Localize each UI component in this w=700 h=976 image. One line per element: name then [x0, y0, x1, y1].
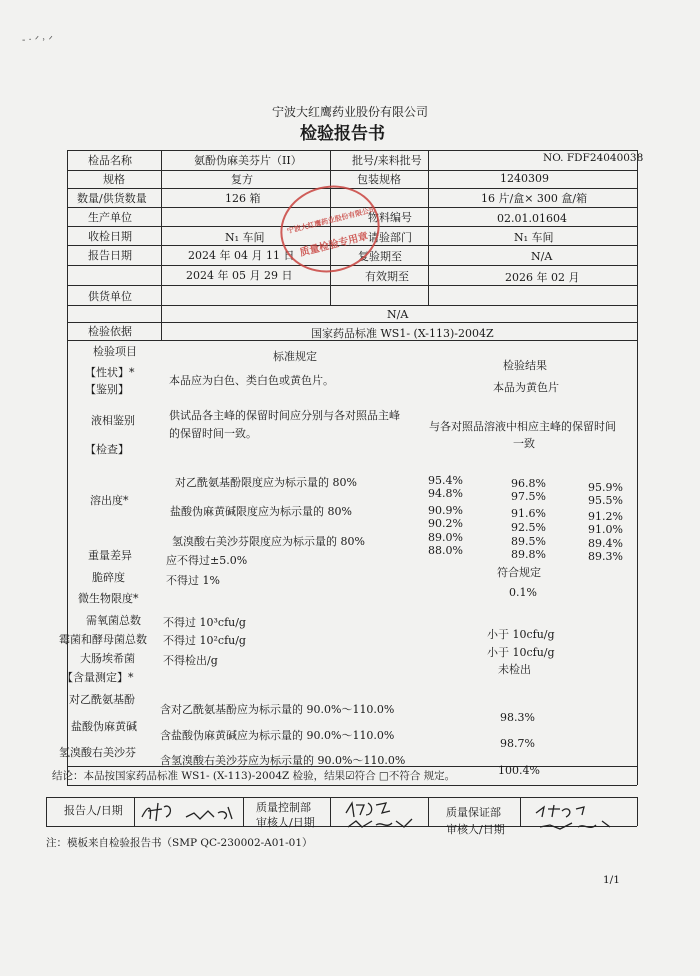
row-check-label: 【检查】 [85, 443, 129, 456]
table-divider [67, 785, 637, 786]
qa-signature [530, 801, 630, 831]
row-dissolution-std-2: 盐酸伪麻黄碱限度应为标示量的 80% [170, 505, 352, 518]
row-friability-label: 脆碎度 [92, 571, 125, 584]
row-weight-result: 符合规定 [497, 566, 541, 579]
dissolution-value: 96.8% [511, 477, 546, 490]
row-hplc-standard-2: 的保留时间一致。 [169, 427, 257, 440]
label-spec: 规格 [103, 173, 125, 186]
row-assay-1-result: 98.3% [500, 711, 535, 724]
label-packing: 包装规格 [357, 173, 401, 186]
dissolution-value: 89.4% [588, 537, 623, 550]
qa-label-2: 审核人/日期 [446, 823, 505, 836]
row-ecoli-result-1: 小于 10cfu/g [487, 646, 555, 659]
page-number: 1/1 [603, 874, 620, 886]
row-mold-label: 霉菌和酵母菌总数 [59, 633, 147, 646]
label-expiry: 有效期至 [365, 270, 409, 283]
value-material: 02.01.01604 [497, 212, 567, 225]
row-mold-result: 小于 10cfu/g [487, 628, 555, 641]
report-number: NO. FDF24040038 [543, 152, 644, 164]
signature-divider [428, 797, 429, 826]
row-mold-standard: 不得过 10²cfu/g [163, 634, 246, 647]
label-batch: 批号/来料批号 [352, 154, 422, 167]
table-divider [67, 322, 637, 323]
dissolution-value: 94.8% [428, 487, 463, 500]
signature-divider [520, 797, 521, 826]
table-right-border [637, 150, 638, 785]
dissolution-value: 89.8% [511, 548, 546, 561]
signature-divider [243, 797, 244, 826]
dissolution-value: 90.9% [428, 504, 463, 517]
label-material: 物料编号 [368, 211, 412, 224]
label-recheck: 复验期至 [358, 250, 402, 263]
col-header-item: 检验项目 [93, 345, 137, 358]
col-header-result: 检验结果 [503, 359, 547, 372]
row-weight-label: 重量差异 [88, 549, 132, 562]
dissolution-value: 92.5% [511, 521, 546, 534]
row-hplc-label: 液相鉴别 [91, 414, 135, 427]
row-aerobic-standard: 不得过 10³cfu/g [163, 616, 246, 629]
qc-signature [342, 799, 426, 831]
dissolution-value: 89.0% [428, 531, 463, 544]
row-micro-label: 微生物限度* [78, 592, 139, 605]
dissolution-value: 95.5% [588, 494, 623, 507]
label-received: 收检日期 [88, 230, 132, 243]
value-producer: N₁ 车间 [225, 231, 265, 244]
signature-divider [134, 797, 135, 826]
value-quantity: 126 箱 [225, 192, 261, 205]
seal-title: 质量检验专用章 [298, 231, 370, 259]
report-title: 检验报告书 [300, 124, 385, 144]
dissolution-value: 89.5% [511, 535, 546, 548]
row-dissolution-label: 溶出度* [90, 494, 129, 507]
row-appearance-standard: 本品应为白色、类白色或黄色片。 [169, 374, 334, 387]
row-dissolution-std-3: 氢溴酸右美沙芬限度应为标示量的 80% [172, 535, 365, 548]
reporter-signature [138, 799, 240, 827]
row-dissolution-std-1: 对乙酰氨基酚限度应为标示量的 80% [175, 476, 357, 489]
row-assay-3-standard: 含氢溴酸右美沙芬应为标示量的 90.0%～110.0% [160, 754, 406, 767]
value-report-date: 2024 年 05 月 29 日 [186, 269, 293, 282]
company-name: 宁波大红鹰药业股份有限公司 [272, 105, 429, 119]
row-assay-3-result: 100.4% [498, 764, 540, 777]
row-ecoli-result-2: 未检出 [498, 663, 531, 676]
dissolution-value: 95.4% [428, 474, 463, 487]
value-batch: 1240309 [500, 172, 549, 185]
row-identify-label: 【鉴别】 [85, 383, 129, 396]
label-supplier: 供货单位 [88, 290, 132, 303]
row-friability-result: 0.1% [509, 586, 537, 599]
dissolution-value: 91.2% [588, 510, 623, 523]
conclusion: 结论：本品按国家药品标准 WS1- (X-113)-2004Z 检验，结果☑符合 □不符合 规定。 [52, 770, 456, 782]
dissolution-value: 90.2% [428, 517, 463, 530]
dissolution-value: 95.9% [588, 481, 623, 494]
table-divider [428, 150, 429, 305]
template-note: 注：模板来自检验报告书（SMP QC-230002-A01-01） [46, 837, 313, 849]
label-producer: 生产单位 [88, 211, 132, 224]
row-assay-1-standard: 含对乙酰氨基酚应为标示量的 90.0%～110.0% [160, 703, 395, 716]
row-assay-3-label: 氢溴酸右美沙芬 [59, 746, 136, 759]
row-aerobic-label: 需氧菌总数 [86, 614, 141, 627]
row-hplc-standard-1: 供试品各主峰的保留时间应分别与各对照品主峰 [169, 409, 400, 422]
row-appearance-label: 【性状】* [85, 366, 135, 379]
dissolution-value: 91.6% [511, 507, 546, 520]
table-divider [67, 170, 637, 171]
value-recheck: N/A [531, 250, 553, 263]
row-hplc-result-1: 与各对照品溶液中相应主峰的保留时间 [429, 420, 616, 433]
qc-label-2: 审核人/日期 [256, 816, 315, 829]
signature-divider [330, 797, 331, 826]
seal-company: 宁波大红鹰药业股份有限公司 [286, 204, 377, 236]
row-assay-2-result: 98.7% [500, 737, 535, 750]
col-header-standard: 标准规定 [273, 350, 317, 363]
dissolution-value: 91.0% [588, 523, 623, 536]
row-weight-standard: 应不得过±5.0% [166, 554, 248, 567]
row-assay-2-label: 盐酸伪麻黄碱 [71, 720, 137, 733]
dissolution-value: 88.0% [428, 544, 463, 557]
row-appearance-result: 本品为黄色片 [493, 381, 559, 394]
row-ecoli-standard: 不得检出/g [163, 654, 218, 667]
qa-label-1: 质量保证部 [446, 806, 501, 819]
value-product-name: 氨酚伪麻美芬片（II） [194, 154, 302, 167]
qc-label-1: 质量控制部 [256, 801, 311, 814]
signature-divider [46, 797, 47, 826]
row-assay-label: 【含量测定】* [62, 671, 134, 684]
value-spec: 复方 [231, 173, 253, 186]
row-friability-standard: 不得过 1% [166, 574, 220, 587]
value-basis: 国家药品标准 WS1- (X-113)-2004Z [311, 327, 494, 340]
value-request-dept: N₁ 车间 [514, 231, 554, 244]
dissolution-value: 97.5% [511, 490, 546, 503]
table-divider [67, 305, 637, 306]
reporter-label: 报告人/日期 [64, 804, 123, 817]
scan-marks: ‐ · ᐟ ˒ ᐟ [22, 35, 53, 46]
value-expiry: 2026 年 02 月 [505, 271, 580, 284]
row-hplc-result-2: 一致 [513, 437, 535, 450]
label-quantity: 数量/供货数量 [77, 192, 147, 205]
value-packing: 16 片/盒× 300 盒/箱 [481, 192, 588, 205]
label-product-name: 检品名称 [88, 154, 132, 167]
label-basis: 检验依据 [88, 325, 132, 338]
dissolution-value: 89.3% [588, 550, 623, 563]
row-ecoli-label: 大肠埃希菌 [80, 652, 135, 665]
quality-inspection-seal [271, 175, 389, 283]
row-assay-1-label: 对乙酰氨基酚 [69, 693, 135, 706]
value-received: 2024 年 04 月 11 日 [188, 249, 295, 262]
table-divider [67, 285, 637, 286]
row-assay-2-standard: 含盐酸伪麻黄碱应为标示量的 90.0%～110.0% [160, 729, 395, 742]
label-report-date: 报告日期 [88, 249, 132, 262]
signature-divider [637, 797, 638, 826]
table-top-border [67, 150, 637, 151]
value-supplier: N/A [387, 308, 409, 321]
label-request-dept: 请验部门 [368, 231, 412, 244]
